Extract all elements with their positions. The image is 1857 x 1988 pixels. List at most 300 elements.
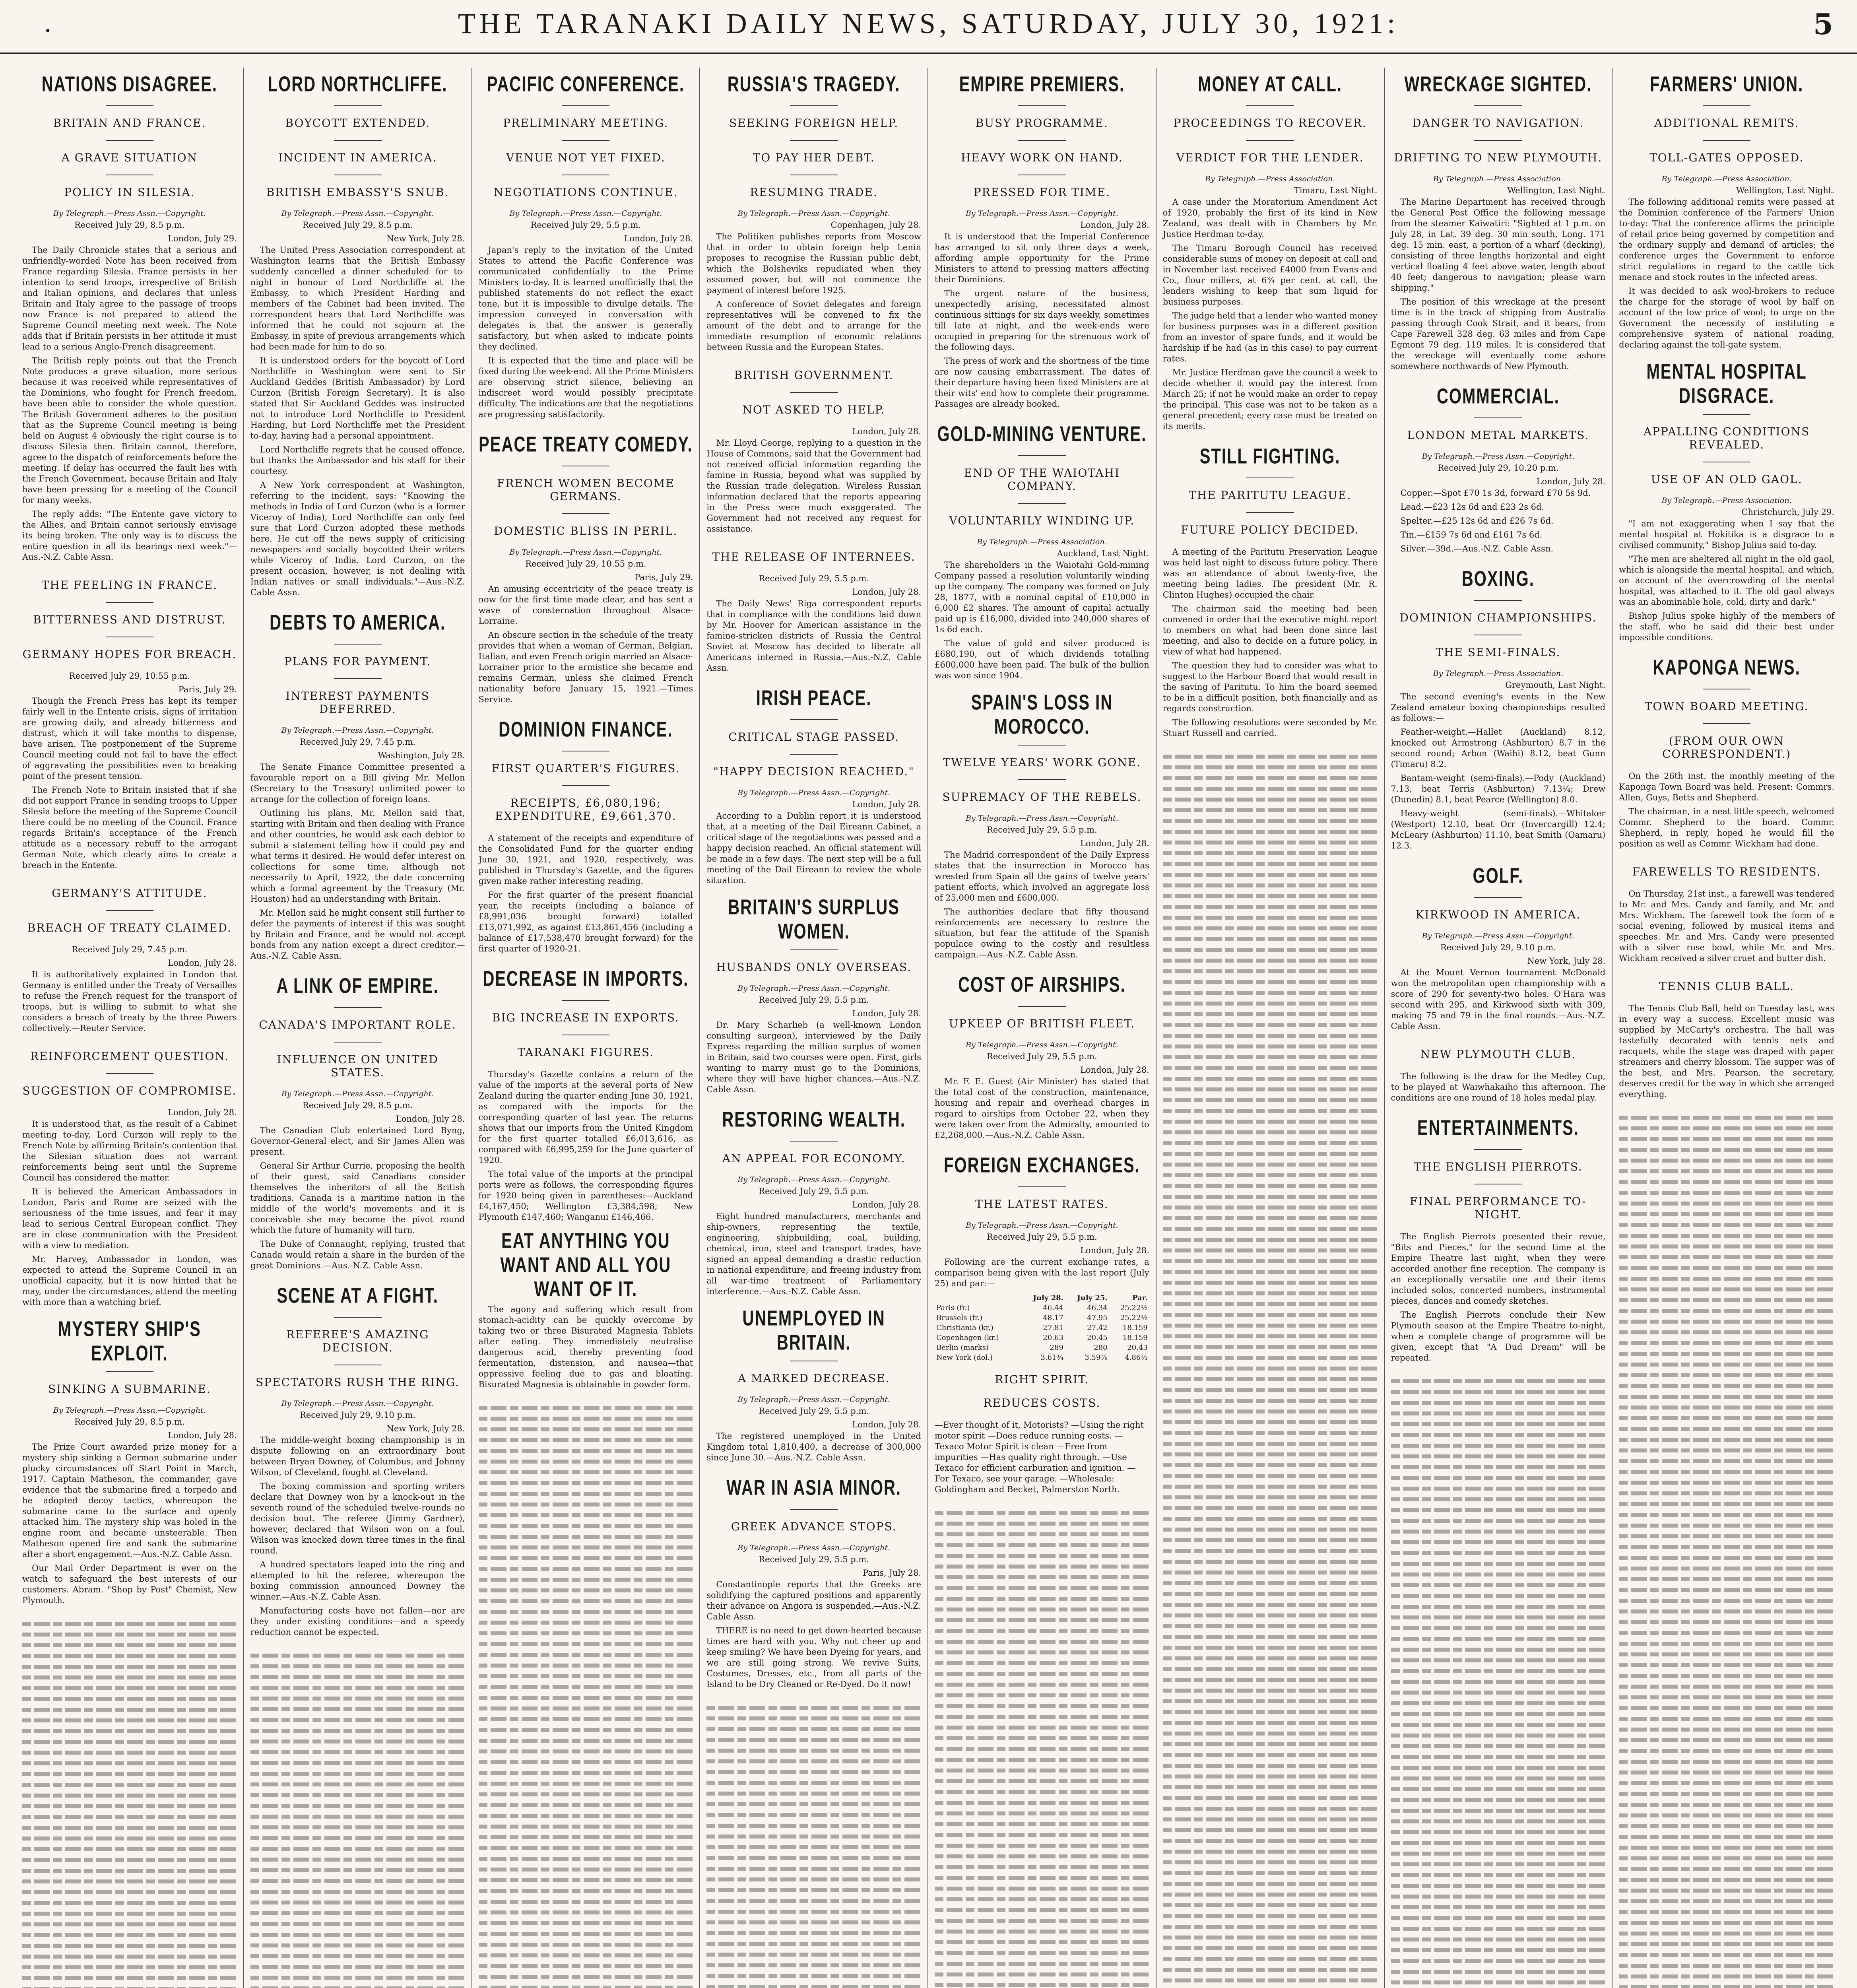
article-subheading: BITTERNESS AND DISTRUST.	[33, 613, 226, 626]
article-paragraph: The Politiken publishes reports from Moscow that in order to obtain foreign help Lenin proposes to recognise the Russian public debt, which the Bolsheviks repudiated when they assumed power, but will not commence the payment of interest before 1925.	[706, 232, 921, 295]
text-line-texture	[1391, 1605, 1606, 1609]
text-line-texture	[1163, 1592, 1378, 1596]
text-line-texture	[1619, 1803, 1834, 1807]
text-line-texture	[479, 1910, 693, 1914]
text-line-texture	[1391, 1433, 1606, 1437]
page-columns	[16, 68, 1841, 1988]
text-line-texture	[22, 1643, 237, 1647]
article-place-date: London, July 28.	[396, 1114, 465, 1124]
text-line-texture	[1619, 1652, 1834, 1656]
text-line-texture	[1163, 969, 1378, 973]
article-body	[250, 1125, 465, 1271]
article-subheading: VERDICT FOR THE LENDER.	[1176, 151, 1364, 164]
text-line-texture	[706, 1716, 921, 1720]
article-received: Received July 29, 10.55 p.m.	[69, 671, 190, 681]
article-place-date: London, July 28.	[852, 800, 921, 809]
text-line-texture	[935, 1586, 1149, 1590]
article-place-date: Christchurch, July 29.	[1741, 507, 1834, 517]
article-body	[706, 1579, 921, 1690]
divider-rule	[790, 754, 838, 755]
text-line-texture	[1391, 1766, 1606, 1770]
article-subheading: REINFORCEMENT QUESTION.	[30, 1050, 229, 1063]
article-subheading: TOWN BOARD MEETING.	[1644, 700, 1809, 713]
article	[1619, 72, 1834, 350]
text-line-texture	[1391, 1970, 1606, 1974]
text-line-texture	[1163, 1302, 1378, 1306]
newspaper-title: THE TARANAKI DAILY NEWS, SATURDAY, JULY 30, 1921:	[458, 8, 1399, 39]
text-line-texture	[1619, 1974, 1834, 1978]
text-line-texture	[1391, 1401, 1606, 1405]
text-line-texture	[1391, 1562, 1606, 1566]
text-line-texture	[1163, 1452, 1378, 1456]
text-line-texture	[479, 1749, 693, 1753]
text-line-texture	[935, 1683, 1149, 1687]
article-body	[1391, 1071, 1606, 1103]
article-headline: STILL FIGHTING.	[1199, 445, 1341, 468]
table-cell: 18.159	[1122, 1334, 1148, 1342]
article-paragraph: The middle-weight boxing championship is in dispute following on an extraordinary bout between Bryan Downey, of Columbus, and Johnny Wilson, of Cleveland, fought at Cleveland.	[250, 1435, 465, 1477]
text-line-texture	[1163, 808, 1378, 812]
divider-rule	[1018, 503, 1066, 504]
article-dateline: By Telegraph.—Press Assn.—Copyright.	[53, 1406, 206, 1415]
article-subheading: END OF THE WAIOTAHI COMPANY.	[964, 466, 1120, 493]
article-paragraph: Spelter.—£25 12s 6d and £26 7s 6d.	[1400, 516, 1554, 526]
article-body	[1391, 1231, 1606, 1363]
article-body	[250, 245, 465, 598]
text-line-texture	[479, 1878, 693, 1882]
article-subheading: RESUMING TRADE.	[750, 186, 878, 199]
text-line-texture	[250, 1965, 465, 1969]
text-line-texture	[1391, 1454, 1606, 1458]
article-paragraph: Mr. Justice Herdman gave the council a week to decide whether it would pay the interest from March 25; if not he would make an order to repay the principal. This case was not to be taken as a general precedent; every case must be treated on its merits.	[1162, 368, 1378, 431]
article-paragraph: Mr. Mellon said he might consent still further to defer the payments of interest if this was sought by Britain and France, and he would not accept bonds from any nation except a direct creditor.—Aus.-N.Z. Cable Assn.	[250, 908, 465, 961]
text-line-texture	[1619, 1577, 1834, 1581]
article-paragraph: The Prize Court awarded prize money for a mystery ship sinking a German submarine under plucky circumstances off Start Point in March, 1917. Captain Matheson, the commander, gave evidence that the submarine fired a torpedo and he adopted decoy tactics, whereupon the submarine came to the surface and openly attacked him. The mystery ship was holed in the engine room and became unsteerable. Then Matheson opened fire and sank the submarine after a short engagement.—Aus.-N.Z. Cable Assn.	[22, 1442, 237, 1559]
article-headline: DECREASE IN IMPORTS.	[483, 967, 689, 991]
article-place-date: London, July 28.	[1080, 1246, 1149, 1255]
article-subheading: BRITISH GOVERNMENT.	[734, 369, 894, 382]
article-received: Received July 29, 10.20 p.m.	[1438, 463, 1559, 473]
article-dateline: By Telegraph.—Press Assn.—Copyright.	[281, 1399, 434, 1408]
article-received: Received July 29, 5.5 p.m.	[987, 1052, 1097, 1061]
text-line-texture	[1163, 883, 1378, 887]
text-line-texture	[1391, 1680, 1606, 1684]
article	[1391, 864, 1606, 1032]
text-line-texture	[935, 1629, 1149, 1633]
text-line-texture	[1391, 1669, 1606, 1673]
article-received: Received July 29, 7.45 p.m.	[72, 945, 188, 954]
divider-rule	[1703, 140, 1750, 141]
text-line-texture	[1391, 1830, 1606, 1834]
text-line-texture	[1163, 980, 1378, 984]
article	[1619, 865, 1834, 964]
text-line-texture	[479, 1642, 693, 1646]
article-subheading: "HAPPY DECISION REACHED."	[713, 765, 915, 778]
text-line-texture	[1619, 1202, 1834, 1206]
text-line-texture	[1163, 1571, 1378, 1574]
article-headline: SPAIN'S LOSS IN MOROCCO.	[971, 691, 1113, 739]
text-line-texture	[1619, 1921, 1834, 1925]
text-line-texture	[250, 1976, 465, 1980]
table-cell: 27.42	[1087, 1324, 1108, 1332]
article-subheading: HUSBANDS ONLY OVERSEAS.	[716, 961, 912, 974]
text-line-texture	[1163, 1399, 1378, 1403]
article-subheading: GERMANY'S ATTITUDE.	[52, 887, 208, 900]
text-line-texture	[22, 1697, 237, 1701]
text-line-texture	[22, 1708, 237, 1712]
text-line-texture	[1163, 1656, 1378, 1660]
article-headline: DOMINION FINANCE.	[499, 718, 673, 742]
text-line-texture	[22, 1740, 237, 1744]
text-line-texture	[1163, 851, 1378, 855]
article-paragraph: It is expected that the time and place will be fixed during the week-end. All the Prime Ministers are observing strict silence, believing an indiscreet word would possibly precipitate difficulty. The indications are that the negotiations are progressing satisfactorily.	[478, 356, 693, 419]
text-line-texture	[935, 1951, 1149, 1955]
text-line-texture	[935, 1554, 1149, 1558]
text-line-texture	[479, 1545, 693, 1549]
text-line-texture	[1163, 1163, 1378, 1167]
text-line-texture	[479, 1900, 693, 1904]
article-paragraph: The chairman, in a neat little speech, welcomed Commr. Shepherd to the board. Commr. Shepherd, in reply, hoped he would fill the position as well as Commr. Wickham had done.	[1619, 807, 1834, 848]
article-body	[935, 850, 1149, 960]
text-line-texture	[1163, 1774, 1378, 1778]
text-line-texture	[1163, 905, 1378, 909]
text-line-texture	[479, 1578, 693, 1582]
text-line-texture	[250, 1740, 465, 1743]
text-line-texture	[1163, 1538, 1378, 1542]
text-line-texture	[22, 1654, 237, 1658]
text-line-texture	[250, 1922, 465, 1926]
article-place-date: New York, July 28.	[386, 234, 465, 243]
article-paragraph: "The men are sheltered all night in the old gaol, which is alongside the mental hospital, and which, on account of the overcrowding of the mental hospital, was attached to it. The old gaol always was an abominable hole, cold, dirty and dark."	[1619, 554, 1834, 607]
text-line-texture	[935, 1747, 1149, 1751]
text-line-texture	[1163, 1195, 1378, 1199]
article-paragraph: Japan's reply to the invitation of the United States to attend the Pacific Conference was communicated confidentially to the Prime Ministers to-day. It is learned unofficially that the published statements do not reflect the exact tone, but it is impossible to divulge details. The impression conveyed in conversation with delegates is that the answer is generally satisfactory, but when asked to indicate points they declined.	[478, 245, 693, 351]
text-line-texture	[479, 1567, 693, 1571]
text-line-texture	[1163, 926, 1378, 930]
text-line-texture	[935, 1769, 1149, 1773]
article-paragraph: The Duke of Connaught, replying, trusted that Canada would retain a share in the burden of the great Dominions.—Aus.-N.Z. Cable Assn.	[250, 1239, 465, 1270]
text-line-texture	[935, 1532, 1149, 1536]
article-subheading: INCIDENT IN AMERICA.	[278, 151, 437, 164]
text-line-texture	[22, 1944, 237, 1948]
article-paragraph: Outlining his plans, Mr. Mellon said that, starting with Britain and then dealing with France and other countries, he would ask each debtor to submit a statement telling how it could pay and what terms it desired. He would defer interest on collections for some time, although not necessarily to April, 1922, the date concerning which a formal agreement by the Treasury (Mr. Houston) had an understanding with Britain.	[250, 808, 465, 904]
article	[706, 686, 921, 886]
article-received: Received July 29, 9.10 p.m.	[1440, 943, 1556, 952]
text-line-texture	[479, 1417, 693, 1421]
text-line-texture	[1163, 1495, 1378, 1499]
article-subheading: ADDITIONAL REMITS.	[1654, 116, 1799, 130]
article-subheading: DOMINION CHAMPIONSHIPS.	[1399, 611, 1597, 624]
text-line-texture	[1163, 1227, 1378, 1231]
text-line-texture	[935, 1736, 1149, 1740]
article-paragraph: The position of this wreckage at the present time is in the track of shipping from Australia passing through Cook Strait, and it bears, from Cape Farewell 328 deg. 63 miles and from Cape Egmont 79 deg. 119 miles. It is considered that the wreckage will eventually come ashore somewhere northwards of New Plymouth.	[1391, 297, 1606, 371]
divider-rule	[1246, 105, 1294, 106]
article-subheading: THE LATEST RATES.	[975, 1198, 1109, 1211]
text-line-texture	[935, 1693, 1149, 1697]
article-paragraph: It was decided to ask wool-brokers to reduce the charge for the storage of wool by half on account of the low price of wool; to urge on the Government the necessity of instituting a comprehensive system of national roading, declaring against the toll-gate system.	[1619, 286, 1834, 349]
text-line-texture	[1163, 1807, 1378, 1811]
text-line-texture	[1619, 1502, 1834, 1506]
article-received: Received July 29, 8.5 p.m.	[74, 220, 185, 230]
text-line-texture	[1163, 1528, 1378, 1532]
text-line-texture	[1163, 894, 1378, 898]
article-received: Received July 29, 8.5 p.m.	[302, 1101, 413, 1110]
table-header-row	[935, 1293, 1149, 1303]
article-dateline: By Telegraph.—Press Assn.—Copyright.	[965, 814, 1118, 823]
article-subheading: SPECTATORS RUSH THE RING.	[256, 1376, 460, 1389]
text-line-texture	[22, 1675, 237, 1679]
text-line-texture	[1163, 776, 1378, 780]
article-headline: EAT ANYTHING YOU WANT AND ALL YOU WANT OF IT.	[500, 1229, 671, 1301]
table-cell: 4.86⅔	[1125, 1353, 1148, 1362]
text-line-texture	[250, 1729, 465, 1733]
text-line-texture	[1619, 1771, 1834, 1774]
article-subheading: TWELVE YEARS' WORK GONE.	[943, 756, 1141, 769]
text-line-texture	[1391, 1948, 1606, 1952]
article-place-date: Greymouth, Last Night.	[1505, 680, 1606, 690]
article-dateline: By Telegraph.—Press Association.	[1661, 175, 1792, 183]
text-line-texture	[1619, 1191, 1834, 1195]
text-line-texture	[1619, 1867, 1834, 1871]
text-line-texture	[479, 1943, 693, 1947]
article	[478, 718, 693, 954]
article-place-date: Wellington, Last Night.	[1736, 186, 1834, 195]
divider-rule	[562, 105, 609, 106]
text-line-texture	[1163, 1635, 1378, 1639]
divider-rule	[106, 1073, 153, 1074]
article-body	[706, 438, 921, 534]
text-line-texture	[1619, 1889, 1834, 1893]
article-dateline: By Telegraph.—Press Assn.—Copyright.	[737, 209, 891, 218]
text-line-texture	[1619, 1341, 1834, 1345]
text-line-texture	[250, 1761, 465, 1765]
text-line-texture	[706, 1974, 921, 1978]
table-header-cell	[935, 1293, 1021, 1303]
article-paragraph: The Daily Chronicle states that a serious and unfriendly-worded Note has been received from France regarding Silesia. France persists in her intention to send troops, irrespective of British and Italian opinions, and declares that unless Britain and Italy agree to the passage of troops now France is not prepared to attend the Supreme Council meeting next week. The Note adds that if Britain persists in her attitude it must lead to a serious Anglo-French disagreement.	[22, 245, 237, 351]
article-subheading: TO PAY HER DEBT.	[753, 151, 875, 164]
article-subheading: NEW PLYMOUTH CLUB.	[1420, 1048, 1576, 1061]
text-line-texture	[1163, 1732, 1378, 1736]
article-headline: PEACE TREATY COMEDY.	[479, 433, 693, 456]
text-line-texture	[22, 1912, 237, 1916]
text-line-texture	[22, 1772, 237, 1776]
table-cell: 27.81	[1043, 1324, 1063, 1332]
text-line-texture	[250, 1911, 465, 1915]
article-subheading: BUSY PROGRAMME.	[975, 116, 1108, 130]
text-line-texture	[1391, 1508, 1606, 1512]
article-paragraph: The Timaru Borough Council has received considerable sums of money on deposit at call and in November last received £4000 from Evans and Co., flour millers, at 6¾ per cent. at call, the lenders wishing to keep that sum liquid for business purposes.	[1162, 243, 1378, 307]
table-cell: Paris (fr.)	[936, 1304, 970, 1312]
article-paragraph: Copper.—Spot £70 1s 3d, forward £70 5s 9d.	[1400, 488, 1591, 498]
article-subheading: BREACH OF TREATY CLAIMED.	[27, 921, 232, 934]
text-line-texture	[1163, 1678, 1378, 1682]
article-place-date: London, July 28.	[1080, 1065, 1149, 1075]
article-paragraph: The value of gold and silver produced is £680,190, out of which dividends totalling £600,000 have been paid. The bulk of the bullion was won since 1904.	[935, 639, 1149, 680]
text-line-texture	[1619, 1792, 1834, 1796]
text-line-texture	[1619, 1824, 1834, 1828]
article-headline: NATIONS DISAGREE.	[41, 72, 217, 96]
article-paragraph: It is believed the American Ambassadors in London, Paris and Rome are seized with the seriousness of the time issues, and fear it may lead to serious Central European conflict. They are in close communication with the President with a view to mediation.	[22, 1187, 237, 1250]
text-line-texture	[1163, 1893, 1378, 1897]
article-subheading: FIRST QUARTER'S FIGURES.	[491, 762, 680, 775]
text-line-texture	[1391, 1551, 1606, 1555]
article-paragraph: A New York correspondent at Washington, referring to the incident, says: "Knowing the methods in India of Lord Curzon (who is a former Viceroy of India), Lord Northcliffe can only feel sure that Lord Curzon adopted these methods here. He cut off the news supply of criticising newspapers and socially boycotted their writers while Viceroy of India. Lord Curzon, on the present occasion, however, is not dealing with Indian natives or small individuals."—Aus.-N.Z. Cable Assn.	[250, 480, 465, 597]
article-subheading: THE ENGLISH PIERROTS.	[1413, 1160, 1583, 1173]
text-line-texture	[1163, 1248, 1378, 1252]
text-line-texture	[1163, 841, 1378, 845]
text-line-texture	[1391, 1691, 1606, 1695]
table-cell: 3.61¾	[1040, 1353, 1063, 1362]
text-line-texture	[1163, 1796, 1378, 1800]
article-place-date: New York, July 28.	[1527, 956, 1606, 966]
text-line-texture	[479, 1438, 693, 1442]
article	[935, 1153, 1149, 1495]
text-line-texture	[22, 1901, 237, 1905]
article-subheading: CRITICAL STAGE PASSED.	[728, 730, 900, 744]
article-paragraph: Mr. Lloyd George, replying to a question in the House of Commons, said that the Government had not received official information regarding the famine in Russia, beyond what was supplied by the Russian trade delegation. Wireless Russian information declared that the reports appearing in the Press were much exaggerated. The Government had not received any request for assistance.	[706, 438, 921, 534]
text-line-texture	[935, 1640, 1149, 1644]
text-line-texture	[706, 1738, 921, 1742]
text-line-texture	[22, 1761, 237, 1765]
divider-rule	[1018, 1186, 1066, 1187]
article-body	[935, 1257, 1149, 1289]
text-line-texture	[479, 1513, 693, 1517]
article-paragraph: It is understood that the Imperial Conference has arranged to sit only three days a week, affording ample opportunity for the Prime Ministers to attend to pressing matters affecting their Dominions.	[935, 232, 1149, 284]
article-paragraph: The total value of the imports at the principal ports were as follows, the corresponding figures for 1920 being given in parentheses:—Auckland £4,167,450; Wellington £3,384,598; New Plymouth £147,460; Wanganui £146,466.	[478, 1169, 693, 1222]
article-received: Received July 29, 5.5 p.m.	[759, 574, 869, 583]
text-line-texture	[1619, 1685, 1834, 1689]
article-place-date: London, July 28.	[168, 958, 237, 968]
text-line-texture	[1163, 1957, 1378, 1961]
text-line-texture	[1391, 1734, 1606, 1738]
article-subheading: FINAL PERFORMANCE TO-NIGHT.	[1409, 1195, 1587, 1221]
text-line-texture	[250, 1815, 465, 1819]
article-dateline: By Telegraph.—Press Assn.—Copyright.	[737, 1543, 891, 1552]
text-line-texture	[1619, 1223, 1834, 1227]
text-line-texture	[22, 1965, 237, 1969]
text-line-texture	[22, 1633, 237, 1637]
table-cell: 280	[1094, 1343, 1108, 1352]
text-line-texture	[1619, 1899, 1834, 1903]
article-subheading: BRITISH EMBASSY'S SNUB.	[266, 186, 449, 199]
text-line-texture	[1619, 1846, 1834, 1850]
text-line-texture	[479, 1857, 693, 1861]
article-dateline: By Telegraph.—Press Assn.—Copyright.	[53, 209, 206, 218]
article-paragraph: According to a Dublin report it is understood that, at a meeting of the Dail Eireann Cabinet, a critical stage of the negotiations was passed and a happy decision reached. An official statement will be made in a few days. The next step will be a full meeting of the Dail Eireann to review the whole situation.	[706, 811, 921, 885]
text-line-texture	[1391, 1540, 1606, 1544]
text-line-texture	[935, 1597, 1149, 1601]
article	[1391, 72, 1606, 372]
article-dateline: By Telegraph.—Press Association.	[1661, 496, 1792, 505]
article-headline: GOLF.	[1473, 864, 1524, 888]
article-subheading: BRITAIN AND FRANCE.	[53, 116, 206, 130]
text-line-texture	[479, 1427, 693, 1431]
text-line-texture	[1619, 1287, 1834, 1291]
article-subheading: PRESSED FOR TIME.	[973, 186, 1110, 199]
text-line-texture	[1163, 1463, 1378, 1467]
text-line-texture	[1163, 1603, 1378, 1607]
article-paragraph: Following are the current exchange rates, a comparison being given with the last report (July 25) and par:—	[935, 1257, 1149, 1288]
article-dateline: By Telegraph.—Press Assn.—Copyright.	[737, 788, 891, 797]
text-line-texture	[1163, 819, 1378, 823]
article-paragraph: The shareholders in the Waiotahi Gold-mining Company passed a resolution voluntarily winding up the company. The company was formed on July 28, 1877, with a nominal capital of £10,000 in 6,000 £2 shares. The amount of capital actually paid up is £16,000, divided into 240,000 shares of 1s 6d each.	[935, 560, 1149, 634]
article-paragraph: Lead.—£23 12s 6d and £23 2s 6d.	[1400, 502, 1545, 512]
text-line-texture	[1619, 1599, 1834, 1603]
article-body	[1391, 691, 1606, 851]
text-line-texture	[935, 1972, 1149, 1976]
article-subheading: BIG INCREASE IN EXPORTS.	[492, 1011, 679, 1024]
text-line-texture	[479, 1535, 693, 1539]
text-line-texture	[706, 1792, 921, 1796]
text-line-texture	[706, 1824, 921, 1828]
divider-rule	[790, 105, 838, 106]
text-line-texture	[1163, 1817, 1378, 1821]
article	[935, 72, 1149, 410]
text-line-texture	[1163, 1120, 1378, 1124]
text-line-texture	[1619, 1266, 1834, 1270]
text-line-texture	[1163, 1764, 1378, 1768]
text-line-texture	[1619, 1363, 1834, 1367]
text-line-texture	[1163, 798, 1378, 802]
text-line-texture	[1391, 1873, 1606, 1877]
text-line-texture	[1619, 1395, 1834, 1399]
text-line-texture	[1163, 1055, 1378, 1059]
text-line-texture	[935, 1607, 1149, 1611]
text-line-texture	[479, 1481, 693, 1485]
text-line-texture	[250, 1707, 465, 1711]
text-line-texture	[935, 1672, 1149, 1676]
text-line-texture	[1619, 1513, 1834, 1517]
article	[1162, 445, 1378, 739]
article-received: Received July 29, 8.5 p.m.	[302, 220, 413, 230]
divider-rule	[1474, 1149, 1522, 1150]
article-subheading: INFLUENCE ON UNITED STATES.	[277, 1053, 439, 1079]
text-line-texture	[1619, 1813, 1834, 1817]
article-place-date: London, July 28.	[624, 234, 693, 243]
text-line-texture	[1163, 1474, 1378, 1478]
article-place-date: London, July 28.	[852, 427, 921, 436]
text-line-texture	[1619, 1964, 1834, 1968]
text-line-texture	[1391, 1465, 1606, 1469]
text-line-texture	[250, 1986, 465, 1988]
text-line-texture	[1163, 1549, 1378, 1553]
article-headline: COST OF AIRSHIPS.	[958, 973, 1126, 997]
text-line-texture	[1163, 1281, 1378, 1285]
text-line-texture	[250, 1933, 465, 1937]
text-line-texture	[1619, 1856, 1834, 1860]
text-line-texture	[1163, 1356, 1378, 1360]
article-subheading: TENNIS CLUB BALL.	[1659, 980, 1794, 993]
text-line-texture	[1163, 1860, 1378, 1864]
table-cell: Christiania (kr.)	[936, 1324, 994, 1332]
article	[706, 550, 921, 674]
article	[706, 369, 921, 534]
text-line-texture	[250, 1654, 465, 1658]
text-line-texture	[1391, 1723, 1606, 1727]
text-line-texture	[1163, 1850, 1378, 1854]
text-line-texture	[1619, 1298, 1834, 1302]
text-line-texture	[1391, 1530, 1606, 1534]
text-line-texture	[250, 1901, 465, 1905]
article-subheading: REDUCES COSTS.	[983, 1396, 1101, 1409]
table-cell: 46.44	[1043, 1304, 1063, 1312]
text-line-texture	[1619, 1878, 1834, 1882]
article-dateline: By Telegraph.—Press Assn.—Copyright.	[1422, 932, 1575, 940]
text-line-texture	[1163, 873, 1378, 877]
text-line-texture	[1163, 1506, 1378, 1510]
text-line-texture	[706, 1931, 921, 1935]
article-subheading: POLICY IN SILESIA.	[64, 186, 195, 199]
